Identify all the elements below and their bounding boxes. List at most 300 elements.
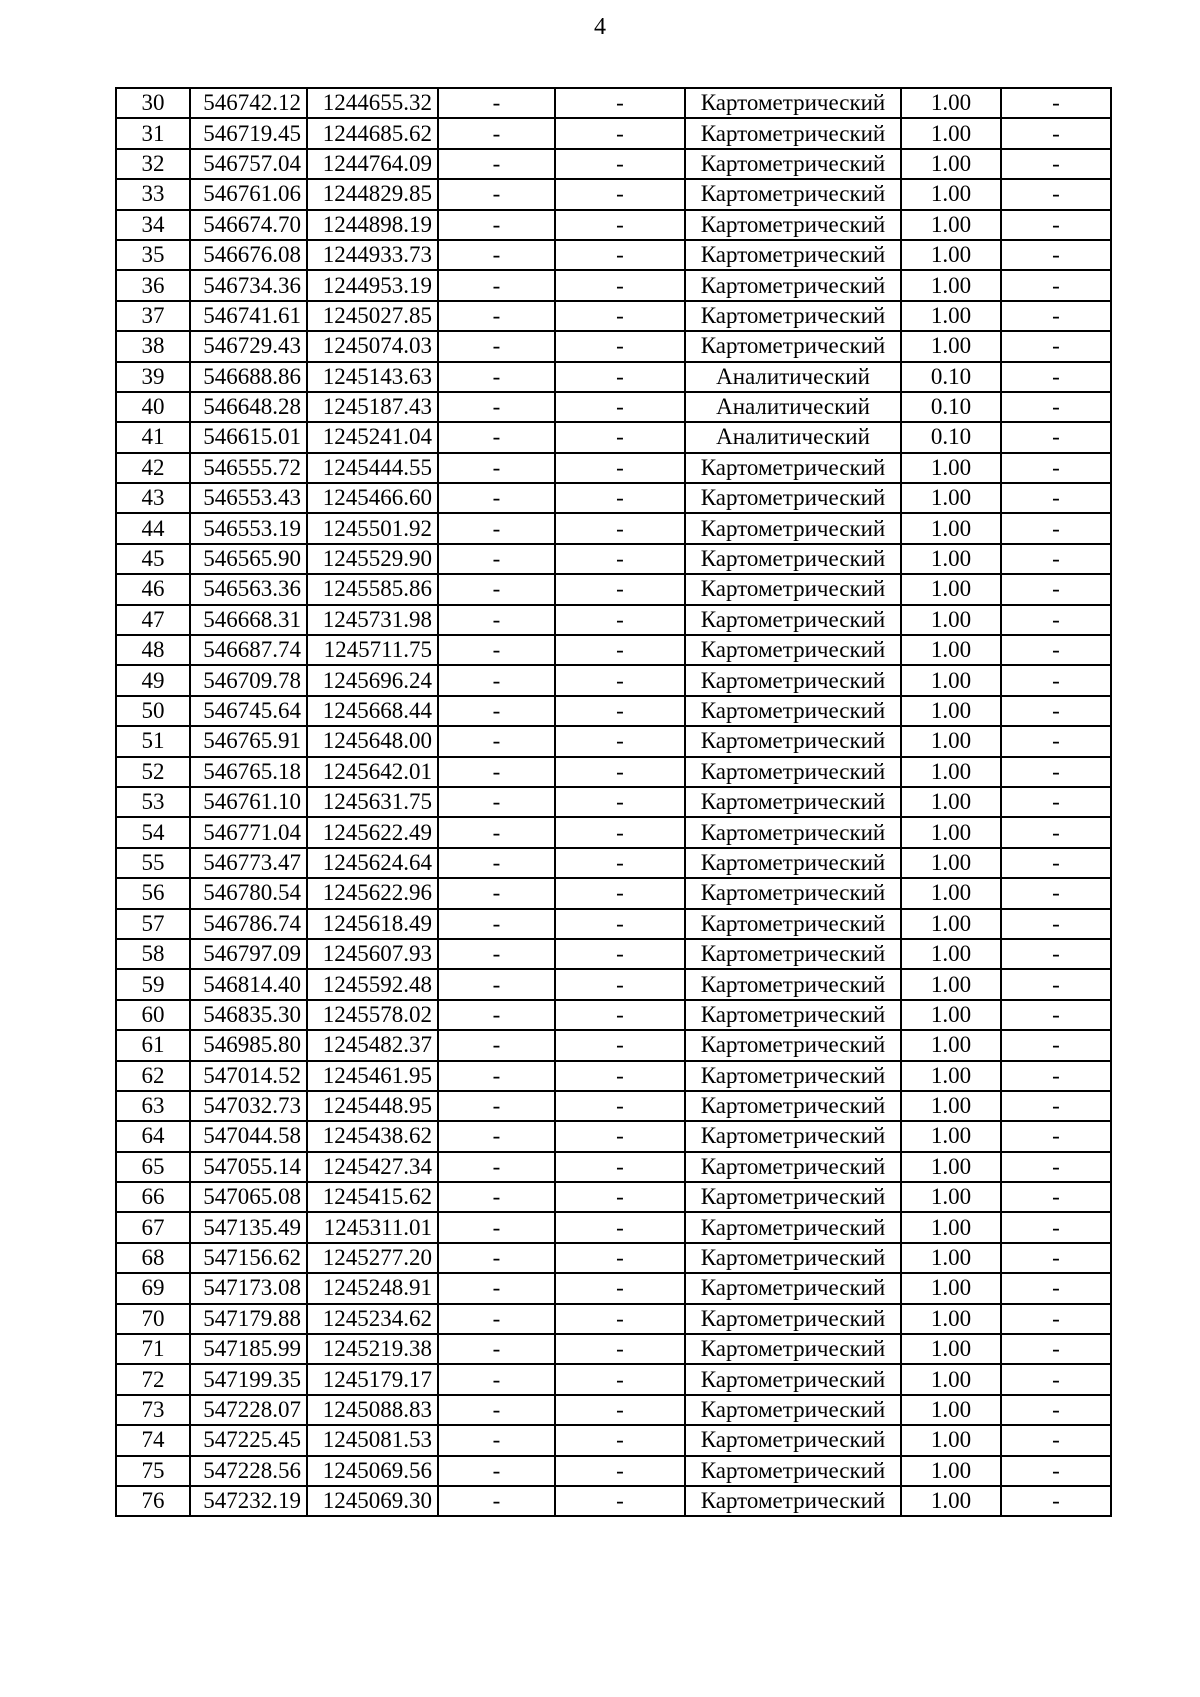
- method-cell: Картометрический: [685, 1030, 901, 1060]
- dash-cell-3: -: [1001, 665, 1111, 695]
- dash-cell-3: -: [1001, 848, 1111, 878]
- method-cell: Картометрический: [685, 665, 901, 695]
- point-number-cell: 70: [116, 1304, 190, 1334]
- accuracy-cell: 1.00: [901, 1182, 1001, 1212]
- accuracy-cell: 1.00: [901, 118, 1001, 148]
- dash-cell-2: -: [555, 1364, 685, 1394]
- y-coordinate-cell: 1245277.20: [307, 1243, 438, 1273]
- accuracy-cell: 1.00: [901, 544, 1001, 574]
- accuracy-cell: 0.10: [901, 362, 1001, 392]
- accuracy-cell: 1.00: [901, 513, 1001, 543]
- dash-cell-3: -: [1001, 1243, 1111, 1273]
- dash-cell-3: -: [1001, 301, 1111, 331]
- accuracy-cell: 1.00: [901, 1121, 1001, 1151]
- y-coordinate-cell: 1245642.01: [307, 757, 438, 787]
- table-row: [116, 544, 1111, 574]
- point-number-cell: 67: [116, 1212, 190, 1242]
- method-cell: Картометрический: [685, 1486, 901, 1516]
- y-coordinate-cell: 1244898.19: [307, 210, 438, 240]
- accuracy-cell: 1.00: [901, 149, 1001, 179]
- y-coordinate-cell: 1245241.04: [307, 422, 438, 452]
- accuracy-cell: 1.00: [901, 1152, 1001, 1182]
- dash-cell-2: -: [555, 665, 685, 695]
- y-coordinate-cell: 1245529.90: [307, 544, 438, 574]
- y-coordinate-cell: 1245234.62: [307, 1304, 438, 1334]
- point-number-cell: 30: [116, 88, 190, 118]
- dash-cell-2: -: [555, 1334, 685, 1364]
- dash-cell-1: -: [438, 149, 555, 179]
- table-row: [116, 1273, 1111, 1303]
- method-cell: Аналитический: [685, 392, 901, 422]
- dash-cell-2: -: [555, 757, 685, 787]
- method-cell: Картометрический: [685, 1121, 901, 1151]
- dash-cell-3: -: [1001, 1091, 1111, 1121]
- y-coordinate-cell: 1244953.19: [307, 270, 438, 300]
- x-coordinate-cell: 547228.56: [190, 1456, 307, 1486]
- dash-cell-1: -: [438, 1243, 555, 1273]
- dash-cell-3: -: [1001, 331, 1111, 361]
- accuracy-cell: 1.00: [901, 939, 1001, 969]
- dash-cell-1: -: [438, 665, 555, 695]
- method-cell: Картометрический: [685, 1364, 901, 1394]
- dash-cell-2: -: [555, 1273, 685, 1303]
- table-row: [116, 1121, 1111, 1151]
- point-number-cell: 50: [116, 696, 190, 726]
- x-coordinate-cell: 546553.43: [190, 483, 307, 513]
- x-coordinate-cell: 546674.70: [190, 210, 307, 240]
- dash-cell-2: -: [555, 605, 685, 635]
- dash-cell-1: -: [438, 696, 555, 726]
- dash-cell-1: -: [438, 909, 555, 939]
- dash-cell-2: -: [555, 513, 685, 543]
- table-row: [116, 1364, 1111, 1394]
- accuracy-cell: 1.00: [901, 726, 1001, 756]
- y-coordinate-cell: 1245027.85: [307, 301, 438, 331]
- y-coordinate-cell: 1244829.85: [307, 179, 438, 209]
- table-row: [116, 362, 1111, 392]
- table-row: [116, 513, 1111, 543]
- dash-cell-1: -: [438, 453, 555, 483]
- dash-cell-2: -: [555, 1121, 685, 1151]
- accuracy-cell: 1.00: [901, 1486, 1001, 1516]
- dash-cell-1: -: [438, 1486, 555, 1516]
- dash-cell-2: -: [555, 88, 685, 118]
- dash-cell-2: -: [555, 483, 685, 513]
- method-cell: Картометрический: [685, 1061, 901, 1091]
- x-coordinate-cell: 546786.74: [190, 909, 307, 939]
- table-row: [116, 817, 1111, 847]
- y-coordinate-cell: 1245696.24: [307, 665, 438, 695]
- x-coordinate-cell: 546773.47: [190, 848, 307, 878]
- accuracy-cell: 1.00: [901, 179, 1001, 209]
- accuracy-cell: 0.10: [901, 422, 1001, 452]
- table-row: [116, 1304, 1111, 1334]
- y-coordinate-cell: 1245461.95: [307, 1061, 438, 1091]
- dash-cell-1: -: [438, 635, 555, 665]
- method-cell: Картометрический: [685, 1212, 901, 1242]
- method-cell: Картометрический: [685, 118, 901, 148]
- y-coordinate-cell: 1245074.03: [307, 331, 438, 361]
- y-coordinate-cell: 1245501.92: [307, 513, 438, 543]
- x-coordinate-cell: 547055.14: [190, 1152, 307, 1182]
- point-number-cell: 56: [116, 878, 190, 908]
- dash-cell-2: -: [555, 1091, 685, 1121]
- dash-cell-1: -: [438, 1030, 555, 1060]
- point-number-cell: 57: [116, 909, 190, 939]
- method-cell: Картометрический: [685, 210, 901, 240]
- dash-cell-1: -: [438, 605, 555, 635]
- point-number-cell: 34: [116, 210, 190, 240]
- y-coordinate-cell: 1244933.73: [307, 240, 438, 270]
- method-cell: Картометрический: [685, 1152, 901, 1182]
- x-coordinate-cell: 546729.43: [190, 331, 307, 361]
- dash-cell-1: -: [438, 1304, 555, 1334]
- x-coordinate-cell: 546797.09: [190, 939, 307, 969]
- y-coordinate-cell: 1245624.64: [307, 848, 438, 878]
- accuracy-cell: 1.00: [901, 1395, 1001, 1425]
- x-coordinate-cell: 547044.58: [190, 1121, 307, 1151]
- dash-cell-1: -: [438, 939, 555, 969]
- x-coordinate-cell: 546687.74: [190, 635, 307, 665]
- point-number-cell: 45: [116, 544, 190, 574]
- table-row: [116, 1334, 1111, 1364]
- method-cell: Картометрический: [685, 1456, 901, 1486]
- point-number-cell: 72: [116, 1364, 190, 1394]
- method-cell: Картометрический: [685, 1000, 901, 1030]
- dash-cell-1: -: [438, 726, 555, 756]
- y-coordinate-cell: 1245466.60: [307, 483, 438, 513]
- dash-cell-2: -: [555, 1425, 685, 1455]
- dash-cell-3: -: [1001, 179, 1111, 209]
- accuracy-cell: 1.00: [901, 817, 1001, 847]
- coordinates-table-body: [116, 88, 1111, 1516]
- dash-cell-2: -: [555, 301, 685, 331]
- point-number-cell: 63: [116, 1091, 190, 1121]
- y-coordinate-cell: 1245578.02: [307, 1000, 438, 1030]
- x-coordinate-cell: 546985.80: [190, 1030, 307, 1060]
- page-number: 4: [594, 14, 606, 40]
- table-row: [116, 909, 1111, 939]
- dash-cell-2: -: [555, 939, 685, 969]
- dash-cell-3: -: [1001, 1304, 1111, 1334]
- dash-cell-3: -: [1001, 969, 1111, 999]
- method-cell: Картометрический: [685, 605, 901, 635]
- table-row: [116, 1152, 1111, 1182]
- y-coordinate-cell: 1245648.00: [307, 726, 438, 756]
- dash-cell-1: -: [438, 513, 555, 543]
- method-cell: Картометрический: [685, 1395, 901, 1425]
- point-number-cell: 62: [116, 1061, 190, 1091]
- accuracy-cell: 1.00: [901, 453, 1001, 483]
- dash-cell-2: -: [555, 1212, 685, 1242]
- x-coordinate-cell: 547228.07: [190, 1395, 307, 1425]
- point-number-cell: 32: [116, 149, 190, 179]
- y-coordinate-cell: 1245482.37: [307, 1030, 438, 1060]
- dash-cell-3: -: [1001, 1000, 1111, 1030]
- x-coordinate-cell: 546615.01: [190, 422, 307, 452]
- point-number-cell: 76: [116, 1486, 190, 1516]
- method-cell: Аналитический: [685, 362, 901, 392]
- x-coordinate-cell: 547179.88: [190, 1304, 307, 1334]
- x-coordinate-cell: 546814.40: [190, 969, 307, 999]
- point-number-cell: 36: [116, 270, 190, 300]
- y-coordinate-cell: 1245444.55: [307, 453, 438, 483]
- dash-cell-3: -: [1001, 392, 1111, 422]
- dash-cell-2: -: [555, 1000, 685, 1030]
- table-row: [116, 1486, 1111, 1516]
- table-row: [116, 665, 1111, 695]
- method-cell: Картометрический: [685, 544, 901, 574]
- dash-cell-1: -: [438, 392, 555, 422]
- y-coordinate-cell: 1244655.32: [307, 88, 438, 118]
- table-row: [116, 726, 1111, 756]
- dash-cell-3: -: [1001, 88, 1111, 118]
- x-coordinate-cell: 547232.19: [190, 1486, 307, 1516]
- dash-cell-1: -: [438, 301, 555, 331]
- dash-cell-3: -: [1001, 1182, 1111, 1212]
- accuracy-cell: 1.00: [901, 1456, 1001, 1486]
- dash-cell-3: -: [1001, 909, 1111, 939]
- point-number-cell: 49: [116, 665, 190, 695]
- x-coordinate-cell: 547135.49: [190, 1212, 307, 1242]
- table-row: [116, 1061, 1111, 1091]
- accuracy-cell: 1.00: [901, 1425, 1001, 1455]
- method-cell: Картометрический: [685, 1273, 901, 1303]
- table-row: [116, 878, 1111, 908]
- dash-cell-1: -: [438, 118, 555, 148]
- accuracy-cell: 1.00: [901, 483, 1001, 513]
- y-coordinate-cell: 1245711.75: [307, 635, 438, 665]
- accuracy-cell: 1.00: [901, 1273, 1001, 1303]
- dash-cell-2: -: [555, 848, 685, 878]
- point-number-cell: 69: [116, 1273, 190, 1303]
- point-number-cell: 71: [116, 1334, 190, 1364]
- table-row: [116, 696, 1111, 726]
- method-cell: Картометрический: [685, 939, 901, 969]
- table-row: [116, 88, 1111, 118]
- dash-cell-1: -: [438, 483, 555, 513]
- table-row: [116, 210, 1111, 240]
- point-number-cell: 35: [116, 240, 190, 270]
- point-number-cell: 48: [116, 635, 190, 665]
- dash-cell-1: -: [438, 1425, 555, 1455]
- x-coordinate-cell: 546563.36: [190, 574, 307, 604]
- x-coordinate-cell: 547014.52: [190, 1061, 307, 1091]
- dash-cell-1: -: [438, 362, 555, 392]
- y-coordinate-cell: 1245585.86: [307, 574, 438, 604]
- dash-cell-2: -: [555, 210, 685, 240]
- x-coordinate-cell: 546565.90: [190, 544, 307, 574]
- accuracy-cell: 1.00: [901, 574, 1001, 604]
- y-coordinate-cell: 1245248.91: [307, 1273, 438, 1303]
- dash-cell-1: -: [438, 1456, 555, 1486]
- method-cell: Картометрический: [685, 1304, 901, 1334]
- dash-cell-3: -: [1001, 513, 1111, 543]
- point-number-cell: 60: [116, 1000, 190, 1030]
- x-coordinate-cell: 546761.06: [190, 179, 307, 209]
- x-coordinate-cell: 546676.08: [190, 240, 307, 270]
- table-row: [116, 757, 1111, 787]
- dash-cell-2: -: [555, 362, 685, 392]
- y-coordinate-cell: 1244764.09: [307, 149, 438, 179]
- table-row: [116, 118, 1111, 148]
- method-cell: Картометрический: [685, 757, 901, 787]
- table-row: [116, 149, 1111, 179]
- x-coordinate-cell: 546757.04: [190, 149, 307, 179]
- x-coordinate-cell: 547185.99: [190, 1334, 307, 1364]
- method-cell: Картометрический: [685, 787, 901, 817]
- dash-cell-3: -: [1001, 878, 1111, 908]
- dash-cell-2: -: [555, 787, 685, 817]
- dash-cell-3: -: [1001, 696, 1111, 726]
- x-coordinate-cell: 546668.31: [190, 605, 307, 635]
- y-coordinate-cell: 1245631.75: [307, 787, 438, 817]
- table-row: [116, 240, 1111, 270]
- dash-cell-1: -: [438, 1212, 555, 1242]
- dash-cell-1: -: [438, 1182, 555, 1212]
- point-number-cell: 33: [116, 179, 190, 209]
- accuracy-cell: 1.00: [901, 1243, 1001, 1273]
- y-coordinate-cell: 1245668.44: [307, 696, 438, 726]
- x-coordinate-cell: 546688.86: [190, 362, 307, 392]
- dash-cell-3: -: [1001, 757, 1111, 787]
- dash-cell-3: -: [1001, 1030, 1111, 1060]
- y-coordinate-cell: 1245069.30: [307, 1486, 438, 1516]
- y-coordinate-cell: 1245427.34: [307, 1152, 438, 1182]
- dash-cell-1: -: [438, 240, 555, 270]
- dash-cell-1: -: [438, 179, 555, 209]
- dash-cell-3: -: [1001, 1395, 1111, 1425]
- dash-cell-1: -: [438, 969, 555, 999]
- point-number-cell: 41: [116, 422, 190, 452]
- dash-cell-2: -: [555, 1486, 685, 1516]
- method-cell: Картометрический: [685, 1091, 901, 1121]
- y-coordinate-cell: 1245622.96: [307, 878, 438, 908]
- point-number-cell: 65: [116, 1152, 190, 1182]
- accuracy-cell: 1.00: [901, 301, 1001, 331]
- point-number-cell: 52: [116, 757, 190, 787]
- dash-cell-3: -: [1001, 1334, 1111, 1364]
- dash-cell-2: -: [555, 696, 685, 726]
- method-cell: Картометрический: [685, 848, 901, 878]
- method-cell: Картометрический: [685, 726, 901, 756]
- coordinates-table: [115, 87, 1112, 1517]
- y-coordinate-cell: 1245448.95: [307, 1091, 438, 1121]
- method-cell: Картометрический: [685, 179, 901, 209]
- dash-cell-1: -: [438, 1000, 555, 1030]
- accuracy-cell: 1.00: [901, 878, 1001, 908]
- point-number-cell: 37: [116, 301, 190, 331]
- dash-cell-2: -: [555, 1152, 685, 1182]
- dash-cell-3: -: [1001, 270, 1111, 300]
- dash-cell-1: -: [438, 787, 555, 817]
- dash-cell-3: -: [1001, 605, 1111, 635]
- y-coordinate-cell: 1245187.43: [307, 392, 438, 422]
- x-coordinate-cell: 546555.72: [190, 453, 307, 483]
- table-row: [116, 270, 1111, 300]
- dash-cell-2: -: [555, 240, 685, 270]
- y-coordinate-cell: 1245311.01: [307, 1212, 438, 1242]
- accuracy-cell: 1.00: [901, 1364, 1001, 1394]
- y-coordinate-cell: 1245088.83: [307, 1395, 438, 1425]
- dash-cell-2: -: [555, 635, 685, 665]
- accuracy-cell: 1.00: [901, 787, 1001, 817]
- dash-cell-2: -: [555, 270, 685, 300]
- y-coordinate-cell: 1245607.93: [307, 939, 438, 969]
- x-coordinate-cell: 547065.08: [190, 1182, 307, 1212]
- accuracy-cell: 1.00: [901, 605, 1001, 635]
- dash-cell-3: -: [1001, 422, 1111, 452]
- table-row: [116, 392, 1111, 422]
- point-number-cell: 58: [116, 939, 190, 969]
- y-coordinate-cell: 1245081.53: [307, 1425, 438, 1455]
- table-row: [116, 939, 1111, 969]
- x-coordinate-cell: 546741.61: [190, 301, 307, 331]
- accuracy-cell: 1.00: [901, 270, 1001, 300]
- x-coordinate-cell: 547156.62: [190, 1243, 307, 1273]
- accuracy-cell: 0.10: [901, 392, 1001, 422]
- dash-cell-3: -: [1001, 1425, 1111, 1455]
- accuracy-cell: 1.00: [901, 1212, 1001, 1242]
- dash-cell-3: -: [1001, 1456, 1111, 1486]
- table-row: [116, 969, 1111, 999]
- dash-cell-2: -: [555, 969, 685, 999]
- method-cell: Картометрический: [685, 969, 901, 999]
- dash-cell-3: -: [1001, 1152, 1111, 1182]
- dash-cell-3: -: [1001, 453, 1111, 483]
- table-row: [116, 848, 1111, 878]
- table-row: [116, 179, 1111, 209]
- point-number-cell: 55: [116, 848, 190, 878]
- dash-cell-2: -: [555, 909, 685, 939]
- table-row: [116, 605, 1111, 635]
- dash-cell-1: -: [438, 878, 555, 908]
- point-number-cell: 38: [116, 331, 190, 361]
- accuracy-cell: 1.00: [901, 1334, 1001, 1364]
- dash-cell-2: -: [555, 392, 685, 422]
- x-coordinate-cell: 546709.78: [190, 665, 307, 695]
- table-row: [116, 1212, 1111, 1242]
- dash-cell-3: -: [1001, 1486, 1111, 1516]
- point-number-cell: 40: [116, 392, 190, 422]
- dash-cell-1: -: [438, 1273, 555, 1303]
- point-number-cell: 59: [116, 969, 190, 999]
- accuracy-cell: 1.00: [901, 210, 1001, 240]
- dash-cell-2: -: [555, 1061, 685, 1091]
- method-cell: Картометрический: [685, 88, 901, 118]
- y-coordinate-cell: 1245143.63: [307, 362, 438, 392]
- accuracy-cell: 1.00: [901, 969, 1001, 999]
- y-coordinate-cell: 1245622.49: [307, 817, 438, 847]
- dash-cell-2: -: [555, 118, 685, 148]
- dash-cell-2: -: [555, 149, 685, 179]
- dash-cell-3: -: [1001, 483, 1111, 513]
- table-row: [116, 1030, 1111, 1060]
- dash-cell-3: -: [1001, 1121, 1111, 1151]
- table-row: [116, 301, 1111, 331]
- x-coordinate-cell: 547032.73: [190, 1091, 307, 1121]
- method-cell: Картометрический: [685, 909, 901, 939]
- point-number-cell: 46: [116, 574, 190, 604]
- dash-cell-1: -: [438, 1091, 555, 1121]
- dash-cell-2: -: [555, 453, 685, 483]
- x-coordinate-cell: 547173.08: [190, 1273, 307, 1303]
- table-row: [116, 1243, 1111, 1273]
- method-cell: Картометрический: [685, 1182, 901, 1212]
- accuracy-cell: 1.00: [901, 88, 1001, 118]
- method-cell: Картометрический: [685, 149, 901, 179]
- dash-cell-3: -: [1001, 118, 1111, 148]
